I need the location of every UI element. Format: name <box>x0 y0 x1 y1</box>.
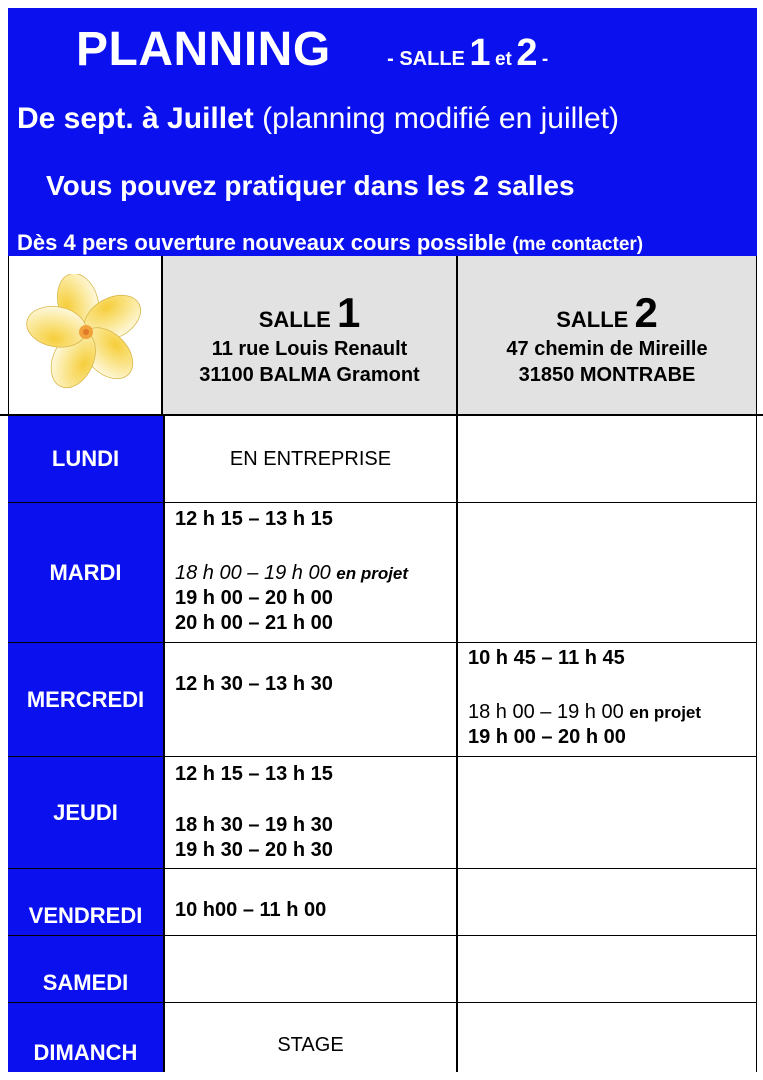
day-mardi: MARDI <box>8 503 163 642</box>
row-mardi <box>8 503 757 643</box>
salle-2-address-line2: 31850 MONTRABE <box>518 364 696 386</box>
mercredi-salle-2-slot-2-time: 18 h 00 – 19 h 00 <box>468 701 624 723</box>
mercredi-salle-2-slot-1: 10 h 45 – 11 h 45 <box>468 647 625 669</box>
page-title: PLANNING <box>76 23 331 76</box>
mardi-salle-2 <box>458 503 757 642</box>
mardi-slot-3: 19 h 00 – 20 h 00 <box>175 587 333 609</box>
lundi-salle-1 <box>163 416 458 502</box>
samedi-salle-1 <box>163 936 458 1002</box>
dimanche-salle-1 <box>163 1003 458 1072</box>
mardi-slot-2-note: en projet <box>336 564 409 583</box>
mercredi-salle-1-slot-1: 12 h 30 – 13 h 30 <box>175 673 333 695</box>
mardi-slot-4: 20 h 00 – 21 h 00 <box>175 612 333 634</box>
salle-1-number: 1 <box>336 289 361 336</box>
flower-cell <box>8 256 163 415</box>
vendredi-salle-1 <box>163 869 458 935</box>
dimanche-salle-1-text: STAGE <box>277 1034 344 1056</box>
practice-line: Vous pouvez pratiquer dans les 2 salles <box>46 170 575 201</box>
row-vendredi <box>8 869 757 936</box>
mardi-slot-1: 12 h 15 – 13 h 15 <box>175 508 333 530</box>
row-jeudi <box>8 757 757 869</box>
jeudi-salle-1 <box>163 757 458 868</box>
vendredi-slot-1: 10 h00 – 11 h 00 <box>175 899 327 921</box>
vendredi-salle-2 <box>458 869 757 935</box>
jeudi-salle-2 <box>458 757 757 868</box>
row-dimanche <box>8 1003 757 1072</box>
mercredi-salle-2-slot-3: 19 h 00 – 20 h 00 <box>468 726 626 748</box>
mercredi-salle-1 <box>163 643 458 756</box>
jeudi-slot-1: 12 h 15 – 13 h 15 <box>175 763 333 785</box>
new-courses-line <box>17 230 643 256</box>
salle-2-address-line1: 47 chemin de Mireille <box>506 338 708 360</box>
lundi-salle-2 <box>458 416 757 502</box>
day-jeudi: JEUDI <box>8 757 163 868</box>
lundi-salle-1-text: EN ENTREPRISE <box>229 448 392 470</box>
samedi-salle-2 <box>458 936 757 1002</box>
planning-header <box>8 8 757 256</box>
salle-1-address-line1: 11 rue Louis Renault <box>211 338 408 360</box>
salle-2-number: 2 <box>634 289 658 336</box>
salle-1-address-line2: 31100 BALMA Gramont <box>199 364 420 386</box>
day-lundi: LUNDI <box>8 416 163 502</box>
salle-2-label: SALLE <box>556 307 629 332</box>
frangipani-flower-icon <box>19 274 154 392</box>
jeudi-slot-2: 18 h 30 – 19 h 30 <box>175 814 333 836</box>
title-salle-label: - SALLE <box>387 48 465 70</box>
period-note: (planning modifié en juillet) <box>262 102 619 135</box>
day-samedi: SAMEDI <box>8 936 163 1002</box>
row-samedi <box>8 936 757 1003</box>
mercredi-salle-2-slot-2 <box>468 700 756 725</box>
title-salle-number-1: 1 <box>469 32 491 74</box>
mardi-salle-1 <box>163 503 458 642</box>
title-et: et <box>494 49 512 70</box>
mardi-slot-2 <box>175 561 456 586</box>
contact-note: (me contacter) <box>512 234 644 255</box>
row-mercredi <box>8 643 757 757</box>
mercredi-salle-2-slot-2-note: en projet <box>629 703 702 722</box>
row-lundi <box>8 416 757 503</box>
period-line <box>17 102 619 136</box>
salle-header-row <box>8 256 757 415</box>
new-courses-text: Dès 4 pers ouverture nouveaux cours possible <box>17 230 507 255</box>
title-salle-number-2: 2 <box>516 32 538 74</box>
period-text: De sept. à Juillet <box>17 102 254 135</box>
salle-2-header <box>458 256 757 415</box>
mercredi-salle-2 <box>458 643 757 756</box>
salle-1-header <box>163 256 458 415</box>
salle-1-label: SALLE <box>258 307 331 332</box>
mardi-slot-2-time: 18 h 00 – 19 h 00 <box>175 562 331 584</box>
title-dash-end: - <box>541 49 549 70</box>
day-dimanche: DIMANCH <box>8 1003 163 1072</box>
dimanche-salle-2 <box>458 1003 757 1072</box>
day-mercredi: MERCREDI <box>8 643 163 756</box>
jeudi-slot-3: 19 h 30 – 20 h 30 <box>175 839 333 861</box>
page-title-line <box>76 22 548 82</box>
day-vendredi: VENDREDI <box>8 869 163 935</box>
